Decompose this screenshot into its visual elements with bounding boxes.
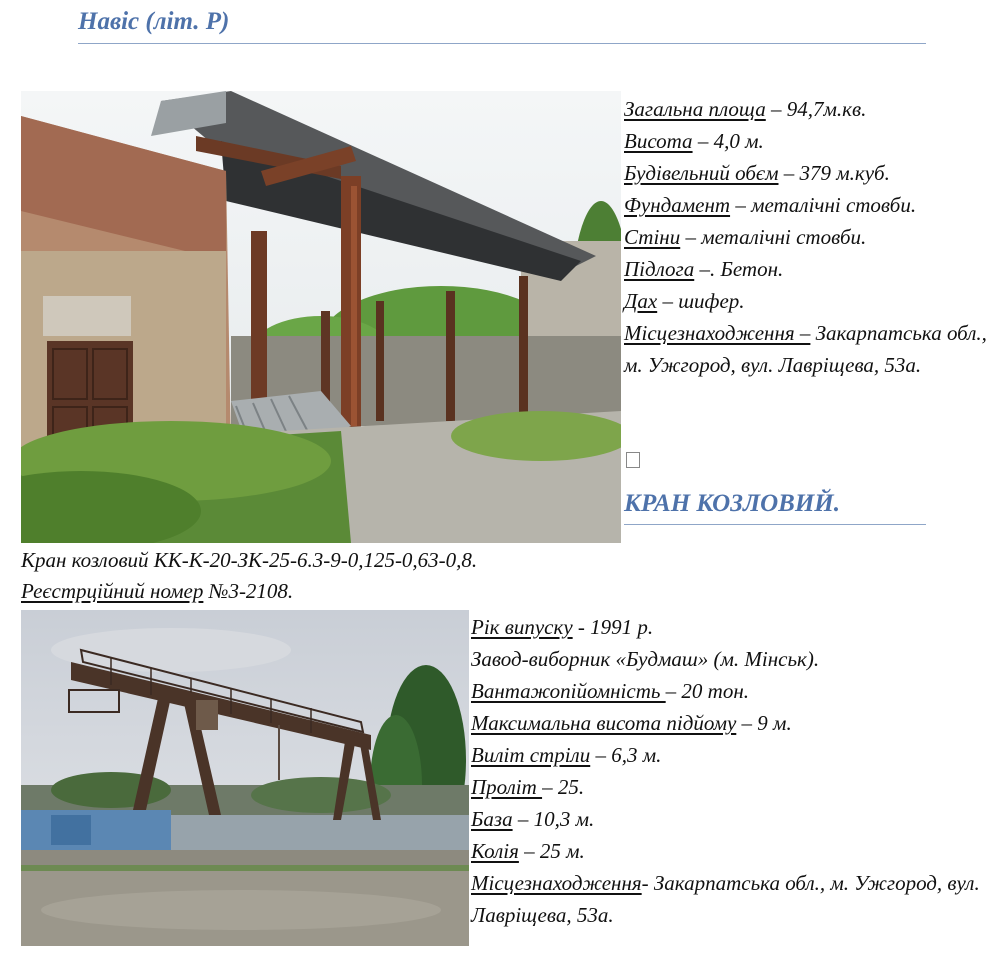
spec-track: Колія – 25 м.	[471, 839, 585, 863]
title-underline	[78, 43, 926, 44]
section-title-crane: КРАН КОЗЛОВИЙ.	[624, 490, 840, 517]
spec-roof: Дах – шифер.	[624, 289, 745, 313]
canopy-photo	[21, 91, 621, 543]
crane-photo	[21, 610, 469, 946]
empty-box-glyph	[626, 452, 640, 468]
spec-base: База – 10,3 м.	[471, 807, 595, 831]
spec-foundation: Фундамент – металічні стовби.	[624, 193, 917, 217]
spec-crane-location: Місцезнаходження- Закарпатська обл., м. Ужгород, вул. Лавріщева, 53а.	[471, 871, 980, 927]
spec-max-lift-height: Максимальна висота підйому – 9 м.	[471, 711, 792, 735]
crane-registration-line: Реєстрційний номер №3-2108.	[21, 579, 294, 603]
crane-spec-list	[471, 611, 991, 931]
section-title-canopy: Навіс (літ. Р)	[78, 8, 230, 35]
spec-manufacturer: Завод-виборник «Будмаш» (м. Мінськ).	[471, 647, 820, 671]
crane-model-line: Кран козловий КК-К-20-ЗК-25-6.3-9-0,125-0,63-0,8.	[21, 548, 478, 572]
spec-height: Висота – 4,0 м.	[624, 129, 764, 153]
spec-capacity: Вантажопійомність – 20 тон.	[471, 679, 750, 703]
spec-total-area: Загальна площа – 94,7м.кв.	[624, 97, 867, 121]
spec-year: Рік випуску - 1991 р.	[471, 615, 654, 639]
spec-volume: Будівельний обєм – 379 м.куб.	[624, 161, 890, 185]
spec-span: Проліт – 25.	[471, 775, 585, 799]
canopy-spec-list	[624, 93, 994, 381]
spec-location: Місцезнаходження – Закарпатська обл., м. Ужгород, вул. Лавріщева, 53а.	[624, 321, 987, 377]
spec-floor: Підлога –. Бетон.	[624, 257, 784, 281]
crane-title-underline	[624, 524, 926, 525]
spec-boom-reach: Виліт стріли – 6,3 м.	[471, 743, 662, 767]
spec-walls: Стіни – металічні стовби.	[624, 225, 867, 249]
